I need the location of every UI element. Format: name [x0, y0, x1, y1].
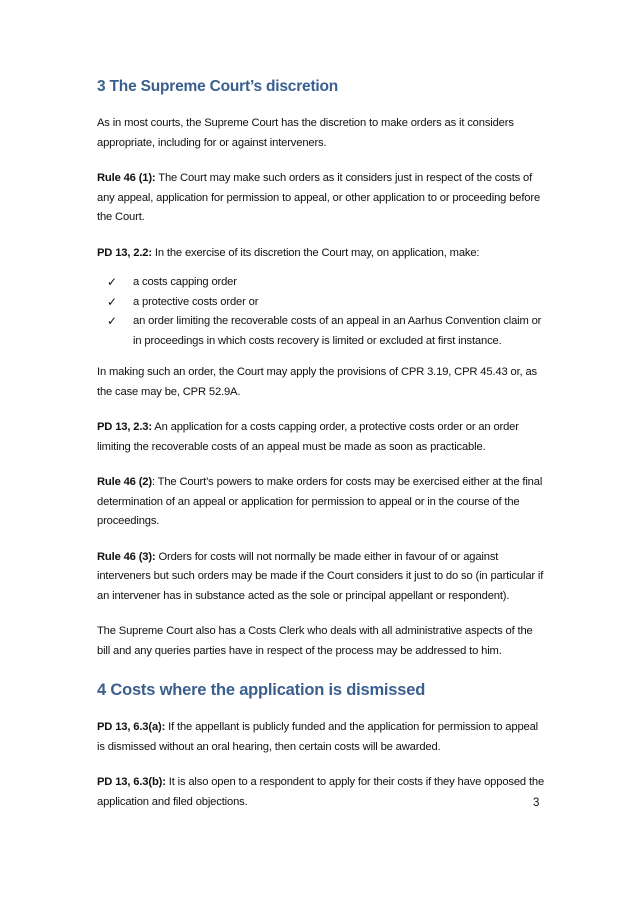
rule-46-3-label: Rule 46 (3): [97, 550, 156, 563]
rule-46-3-paragraph [97, 548, 545, 607]
checklist-item-text: a protective costs order or [133, 295, 259, 308]
pd-13-2-3-text: An application for a costs capping order, a protective costs order or an order limiting the recoverable costs of an appeal must be made as soon as practicable. [97, 421, 519, 453]
checkmark-icon: ✓ [107, 314, 117, 328]
pd-13-2-2-label: PD 13, 2.2: [97, 246, 152, 259]
order-checklist [97, 273, 545, 351]
pd-13-2-2-paragraph [97, 244, 545, 264]
rule-46-3-text: Orders for costs will not normally be made either in favour of or against interveners but such orders may be made if the Court considers it just to do so (in particular if an intervener has in substance acted as the sole or principal appellant or respondent). [97, 550, 544, 602]
intro-paragraph: As in most courts, the Supreme Court has the discretion to make orders as it considers appropriate, including for or against interveners. [97, 117, 514, 149]
rule-46-2-label: Rule 46 (2) [97, 476, 152, 488]
rule-46-1-text: The Court may make such orders as it considers just in respect of the costs of any appeal, application for permission to appeal, or other application to or proceeding before the Court. [97, 172, 541, 223]
costs-clerk-paragraph: The Supreme Court also has a Costs Clerk who deals with all administrative aspects of the bill and any queries parties have in respect of the process may be addressed to him. [97, 625, 533, 657]
page-content [97, 78, 545, 828]
rule-46-1-label: Rule 46 (1): [97, 172, 156, 184]
checklist-item [107, 312, 545, 351]
checklist-item [107, 293, 545, 313]
pd-13-2-2-text: In the exercise of its discretion the Court may, on application, make: [151, 246, 480, 259]
rule-46-1-paragraph [97, 169, 545, 228]
section-3-heading: 3 The Supreme Court’s discretion [97, 78, 339, 95]
pd-13-6-3a-label: PD 13, 6.3(a): [97, 721, 166, 733]
pd-13-2-3-paragraph [97, 418, 545, 457]
pd-13-6-3b-paragraph [97, 773, 545, 812]
section-4-heading: 4 Costs where the application is dismissed [97, 681, 426, 699]
rule-46-2-paragraph [97, 473, 545, 532]
pd-13-6-3a-text: If the appellant is publicly funded and the application for permission to appeal is dismissed without an oral hearing, then certain costs will be awarded. [97, 721, 538, 753]
pd-13-6-3a-paragraph [97, 718, 545, 757]
page-number: 3 [533, 797, 540, 809]
checklist-item-text: a costs capping order [133, 276, 237, 288]
pd-13-6-3b-label: PD 13, 6.3(b): [97, 776, 166, 788]
cpr-paragraph: In making such an order, the Court may apply the provisions of CPR 3.19, CPR 45.43 or, as the case may be, CPR 52.9A. [97, 366, 537, 398]
checklist-item-text: an order limiting the recoverable costs of an appeal in an Aarhus Convention claim or in proceedings in which costs recovery is limited or excluded at first instance. [133, 315, 542, 347]
rule-46-2-text: : The Court’s powers to make orders for costs may be exercised either at the final determination of an appeal or application for permission to appeal or in the course of the proceedings. [97, 476, 543, 527]
pd-13-6-3b-text: It is also open to a respondent to apply for their costs if they have opposed the application and filed objections. [97, 776, 545, 808]
checkmark-icon: ✓ [107, 275, 117, 289]
checklist-item [107, 273, 545, 293]
pd-13-2-3-label: PD 13, 2.3: [97, 421, 152, 433]
checkmark-icon: ✓ [107, 294, 117, 309]
